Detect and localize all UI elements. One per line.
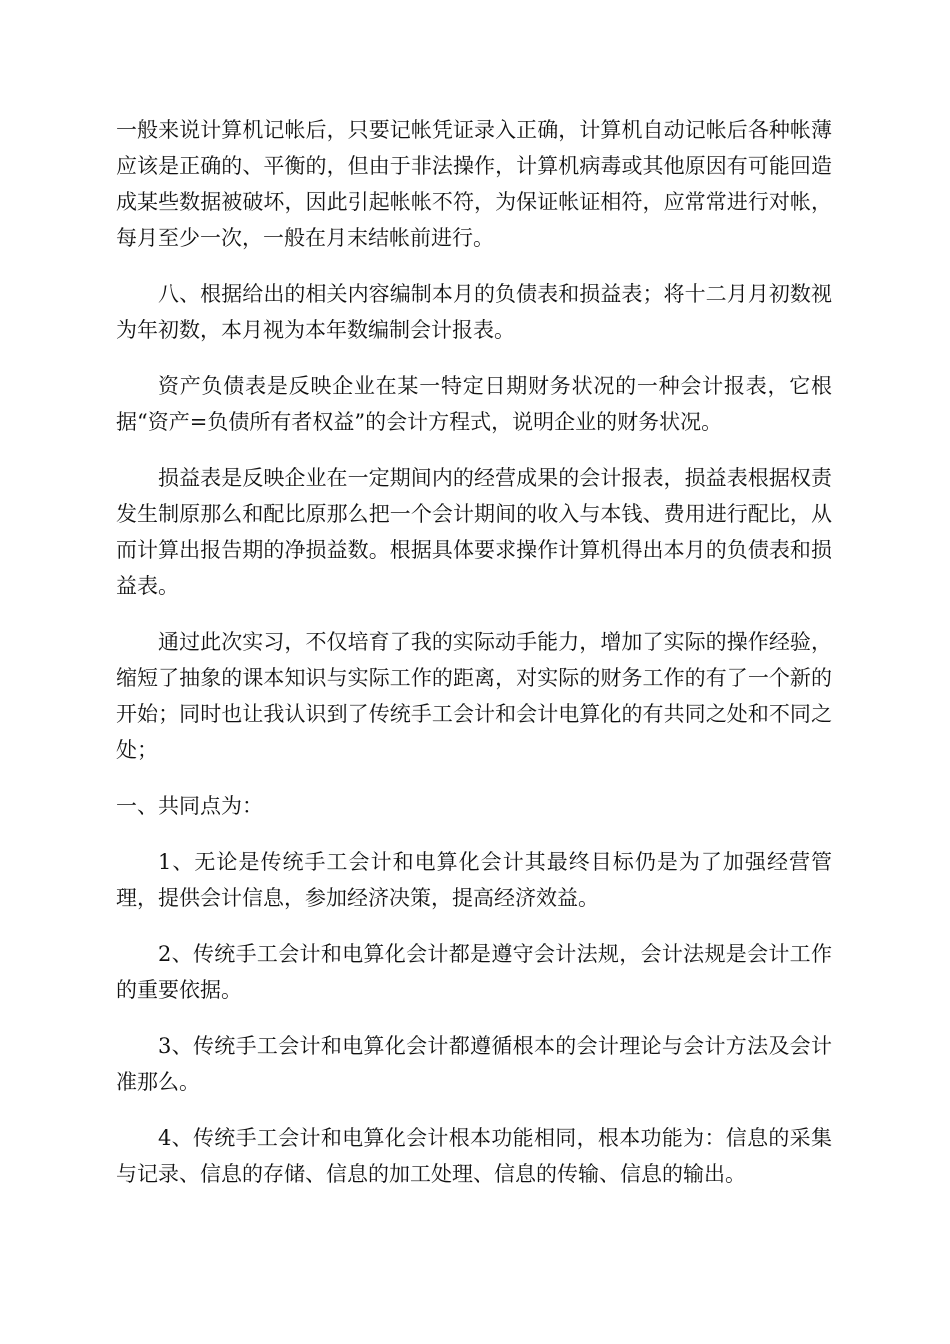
list-item-1: 1、无论是传统手工会计和电算化会计其最终目标仍是为了加强经营管理，提供会计信息，参加经济决策，提高经济效益。 bbox=[116, 850, 832, 910]
paragraph-3: 资产负债表是反映企业在某一特定日期财务状况的一种会计报表，它根据“资产=负债所有者权益”的会计方程式，说明企业的财务状况。 bbox=[116, 374, 832, 434]
paragraph-1: 一般来说计算机记帐后，只要记帐凭证录入正确，计算机自动记帐后各种帐薄应该是正确的、平衡的，但由于非法操作，计算机病毒或其他原因有可能回造成某些数据被破坏，因此引起帐帐不符，为保证帐证相符，应常常进行对帐，每月至少一次，一般在月末结帐前进行。 bbox=[116, 118, 832, 250]
list-item-4: 4、传统手工会计和电算化会计根本功能相同，根本功能为：信息的采集与记录、信息的存储、信息的加工处理、信息的传输、信息的输出。 bbox=[116, 1126, 832, 1186]
paragraph-2: 八、根据给出的相关内容编制本月的负债表和损益表；将十二月月初数视为年初数，本月视为本年数编制会计报表。 bbox=[116, 282, 832, 342]
paragraph-5: 通过此次实习，不仅培育了我的实际动手能力，增加了实际的操作经验，缩短了抽象的课本知识与实际工作的距离，对实际的财务工作的有了一个新的开始；同时也让我认识到了传统手工会计和会计电算化的有共同之处和不同之处； bbox=[116, 630, 832, 762]
document-page bbox=[116, 112, 832, 1212]
section-heading-common-points: 一、共同点为： bbox=[116, 794, 263, 818]
list-item-2: 2、传统手工会计和电算化会计都是遵守会计法规，会计法规是会计工作的重要依据。 bbox=[116, 942, 832, 1002]
paragraph-4: 损益表是反映企业在一定期间内的经营成果的会计报表，损益表根据权责发生制原那么和配比原那么把一个会计期间的收入与本钱、费用进行配比，从而计算出报告期的净损益数。根据具体要求操作计算机得出本月的负债表和损益表。 bbox=[116, 466, 832, 598]
list-item-3: 3、传统手工会计和电算化会计都遵循根本的会计理论与会计方法及会计准那么。 bbox=[116, 1034, 832, 1094]
